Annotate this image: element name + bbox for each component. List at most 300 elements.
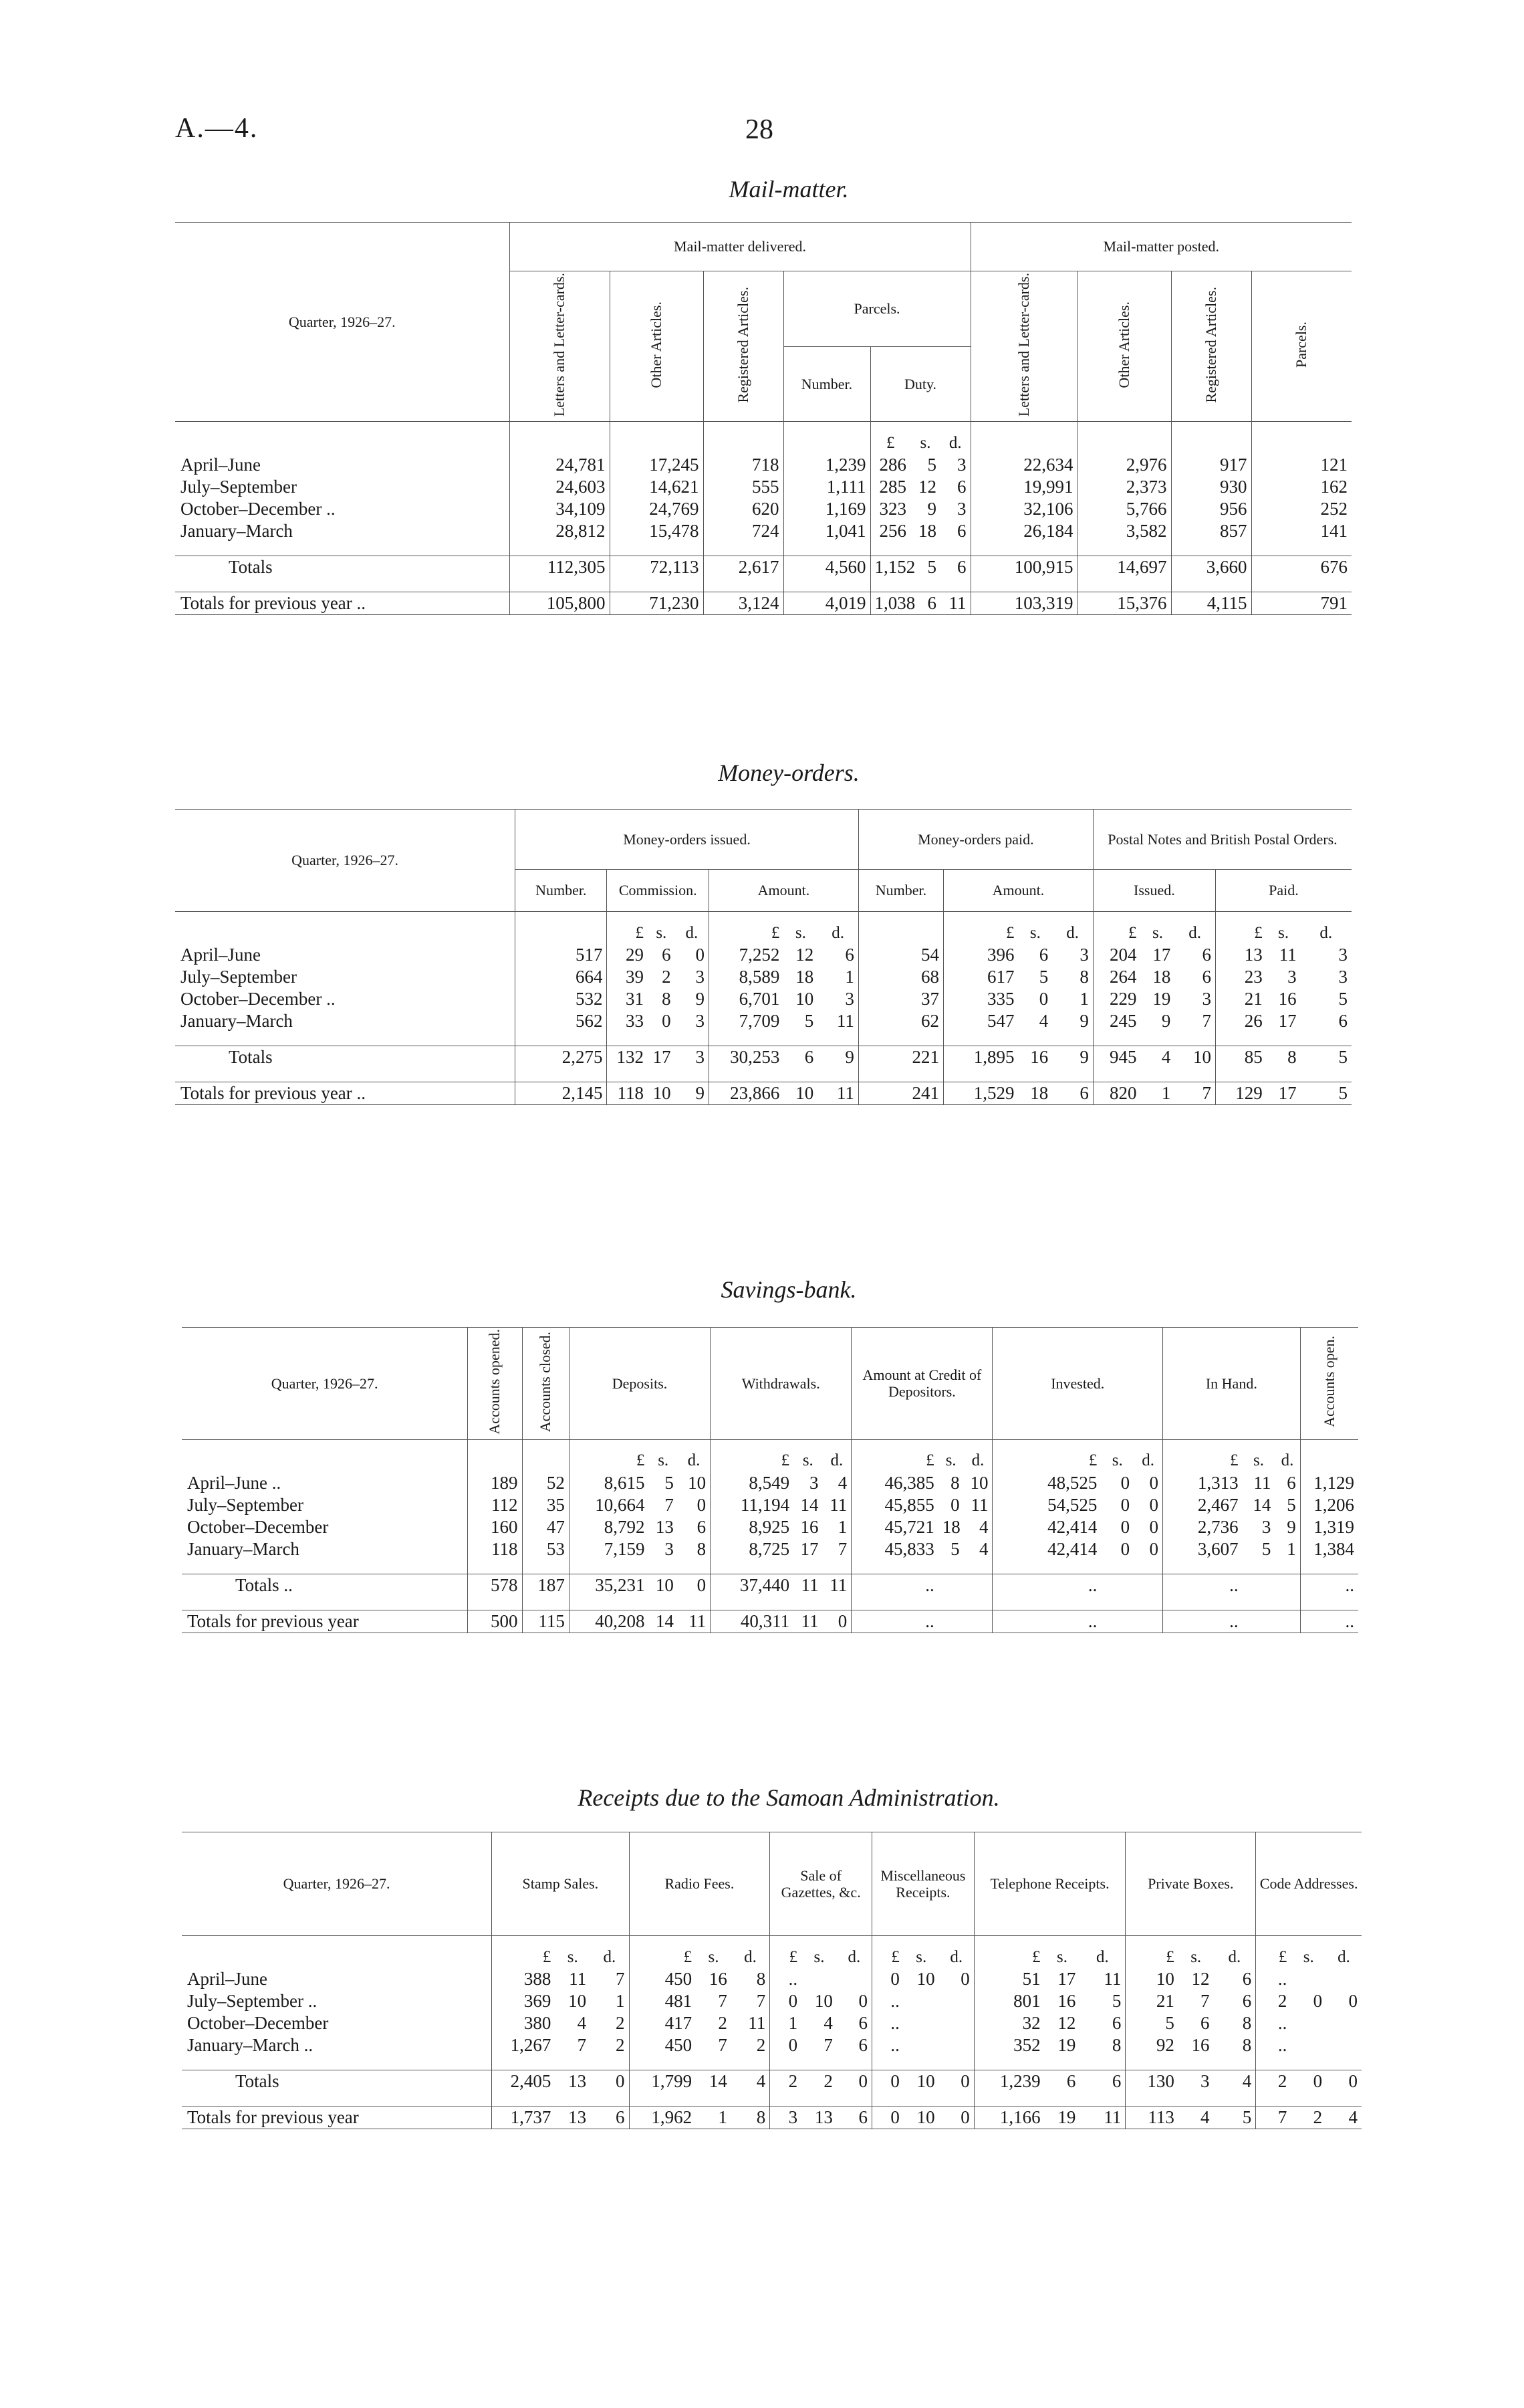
postal-issued-header: Issued. [1093,870,1215,912]
table-cell: 396 [944,944,1019,966]
table-cell: 6 [837,2106,872,2129]
misc-receipts-header: Miscellaneous Receipts. [872,1832,975,1936]
table-cell: 10 [783,1082,817,1105]
receipts-row [182,2070,1362,2093]
table-cell: .. [993,1610,1101,1633]
unit-label: d. [964,1439,993,1472]
unit-label: £ [492,1936,555,1969]
unit-label: £ [1093,912,1140,945]
accounts-closed-header: Accounts closed. [537,1331,554,1432]
table-cell: 45,855 [852,1494,938,1516]
savings-quarter-header: Quarter, 1926–27. [182,1328,468,1440]
table-cell: 8,725 [711,1538,794,1560]
table-cell: 11 [971,1494,989,1515]
unit-label: s. [649,1439,678,1472]
money-row [175,966,1352,988]
unit-label: d. [1174,912,1215,945]
receipts-row [182,2012,1362,2034]
table-cell: 620 [703,498,783,520]
unit-label: s. [938,1439,964,1472]
table-cell: 10 [1174,1046,1215,1069]
table-cell: 2 [1256,2070,1291,2093]
table-cell: .. [1256,2034,1291,2056]
table-cell: 112,305 [509,556,610,579]
table-cell: 160 [468,1516,522,1538]
table-cell: 14,697 [1077,556,1171,579]
row-label: October–December [187,2013,329,2033]
table-cell: 1 [1141,1082,1175,1105]
table-cell: 10 [688,1472,707,1493]
table-cell: 14 [649,1610,678,1633]
table-cell: 0 [696,1494,707,1515]
table-cell: 2 [756,2035,766,2055]
table-cell: 7 [577,2035,587,2055]
mail-row [175,556,1352,579]
table-cell: 945 [1093,1046,1140,1069]
table-cell: 18 [942,1516,961,1537]
row-label: January–March [180,521,293,541]
table-cell: 8 [1267,1046,1301,1069]
unit-label: £ [1215,912,1266,945]
table-cell: 6 [940,556,971,579]
table-cell: 2,405 [492,2070,555,2093]
table-cell: 18 [795,967,814,987]
table-cell: 3 [1287,967,1297,987]
table-cell: 6 [910,592,940,615]
table-cell: 3 [695,1011,705,1031]
table-cell: 92 [1126,2034,1178,2056]
table-cell [1101,1610,1134,1633]
table-cell: 481 [629,1990,696,2012]
table-cell: 0 [770,2034,801,2056]
receipts-table [182,1832,1362,2129]
mail-delivered-header: Mail-matter delivered. [509,223,971,271]
table-cell: 3 [1080,945,1089,965]
table-cell: 956 [1171,498,1251,520]
table-cell [1275,1610,1300,1633]
table-cell: 4,115 [1171,592,1251,615]
table-cell: 6 [696,1516,707,1537]
table-cell: 11 [1253,1472,1271,1493]
table-cell: 15,376 [1077,592,1171,615]
mail-other-header: Other Articles. [647,301,664,388]
table-cell: .. [1162,1610,1242,1633]
table-cell: 555 [703,476,783,498]
unit-label: d. [939,1936,975,1969]
table-cell: 7 [664,1494,674,1515]
table-cell: 7 [1200,1991,1210,2011]
telephone-header: Telephone Receipts. [974,1832,1126,1936]
table-cell: 9 [1052,1046,1093,1069]
mail-quarter-header: Quarter, 1926–27. [175,223,509,422]
pound-unit: £ [870,422,910,455]
table-cell: 0 [822,1610,851,1633]
table-cell: 5 [910,556,940,579]
table-cell: 26 [1215,1010,1266,1032]
row-label: July–September .. [187,1991,318,2011]
table-cell: 2,373 [1077,476,1171,498]
table-cell: 286 [870,454,910,476]
money-row [175,944,1352,966]
table-cell: 14 [1253,1494,1271,1515]
table-cell: 6 [957,477,967,497]
table-cell [1291,2034,1326,2056]
table-cell: 10 [904,2106,939,2129]
table-cell: 0 [872,2070,904,2093]
mail-posted-registered-header: Registered Articles. [1202,286,1219,403]
mail-row [175,498,1352,520]
table-cell: 1 [616,1991,625,2011]
unit-label: d. [590,1936,629,1969]
table-cell: 1 [696,2106,731,2129]
table-cell: 2 [616,2013,625,2033]
table-cell: 1,239 [974,2070,1044,2093]
table-cell: 335 [944,988,1019,1010]
table-cell [1291,1968,1326,1990]
table-cell: 17 [1152,945,1171,965]
table-cell: 369 [492,1990,555,2012]
accounts-opened-header: Accounts opened. [486,1329,503,1435]
table-cell: 121 [1251,454,1352,476]
table-cell: 14 [696,2070,731,2093]
table-cell [939,2012,975,2034]
table-cell: 85 [1215,1046,1266,1069]
table-cell: 16 [1018,1046,1052,1069]
money-paid-header: Money-orders paid. [858,810,1093,870]
table-cell: 3,660 [1171,556,1251,579]
table-cell: 617 [944,966,1019,988]
table-cell: 51 [974,1968,1044,1990]
table-cell: 664 [515,966,607,988]
table-cell: 4 [1039,1011,1049,1031]
table-cell: 5 [1039,967,1049,987]
table-cell: 3 [809,1472,819,1493]
table-cell: 7 [1256,2106,1291,2129]
table-cell: 11 [793,1574,822,1596]
table-cell: 323 [870,498,910,520]
table-cell: 18 [918,521,936,541]
table-cell: 7 [718,2035,727,2055]
table-cell: 12 [1191,1969,1210,1989]
table-cell: 7 [1202,1011,1211,1031]
unit-label: d. [1301,912,1352,945]
table-cell: .. [1256,2012,1291,2034]
row-label: July–September [180,477,297,497]
table-cell: 9 [817,1046,858,1069]
table-cell: 17 [1267,1082,1301,1105]
table-cell: 2 [770,2070,801,2093]
table-cell: 1,038 [870,592,910,615]
money-quarter-header: Quarter, 1926–27. [175,810,515,912]
in-hand-header: In Hand. [1162,1328,1300,1440]
table-cell: 18 [1018,1082,1052,1105]
table-cell: 10 [795,989,814,1009]
table-cell [904,1990,939,2012]
table-cell: 115 [522,1610,569,1633]
stamp-sales-header: Stamp Sales. [492,1832,629,1936]
receipts-row [182,1990,1362,2012]
unit-label: d. [822,1439,851,1472]
receipts-row [182,2034,1362,2056]
table-cell: 5 [1261,1538,1271,1559]
table-cell: .. [1162,1574,1242,1596]
table-cell: 6 [662,945,671,965]
table-cell: 141 [1251,520,1352,542]
mail-parcels-header: Parcels. [783,271,971,347]
table-cell: 0 [872,2106,904,2129]
table-cell: 676 [1251,556,1352,579]
pence-unit: d. [940,422,971,455]
mail-row [175,476,1352,498]
unit-label: d. [678,1439,711,1472]
table-cell [1275,1574,1300,1596]
table-cell: 32 [974,2012,1044,2034]
table-cell: 10 [904,2070,939,2093]
table-cell: 1,384 [1300,1538,1358,1560]
table-cell: 562 [515,1010,607,1032]
table-cell: .. [1256,1968,1291,1990]
table-cell: 2 [718,2013,727,2033]
table-cell: 32,106 [971,498,1077,520]
table-cell: 3 [1178,2070,1214,2093]
table-cell: 11,194 [711,1494,794,1516]
money-paid-number-header: Number. [858,870,943,912]
money-commission-header: Commission. [607,870,709,912]
receipts-quarter-header: Quarter, 1926–27. [182,1832,492,1936]
row-label: October–December .. [180,989,336,1009]
table-cell: 6 [845,945,854,965]
table-cell: 11 [836,1011,854,1031]
row-label: October–December [187,1516,329,1537]
table-cell: 71,230 [610,592,703,615]
row-label: Totals for previous year [182,1610,468,1633]
table-cell: 29 [607,944,648,966]
table-cell: 23,866 [709,1082,784,1105]
table-cell: 1,737 [492,2106,555,2129]
table-cell: 30,253 [709,1046,784,1069]
table-cell: 54 [858,944,943,966]
table-cell: 72,113 [610,556,703,579]
table-cell: 4 [731,2070,770,2093]
table-cell: 33 [607,1010,648,1032]
table-cell: 2 [662,967,671,987]
table-cell: 5 [1338,989,1348,1009]
table-cell: 17 [1278,1011,1297,1031]
row-label: Totals .. [182,1574,468,1596]
table-cell: 10 [568,1991,587,2011]
savings-row [182,1574,1358,1596]
table-cell: 724 [703,520,783,542]
row-label: April–June .. [187,1472,281,1493]
unit-label: £ [852,1439,938,1472]
table-cell: 19 [1045,2106,1080,2129]
table-cell: 8,589 [709,966,784,988]
accounts-open-header: Accounts open. [1320,1336,1338,1428]
table-cell: 801 [974,1990,1044,2012]
money-amount-header: Amount. [709,870,859,912]
table-cell: 52 [522,1472,569,1494]
receipts-title: Receipts due to the Samoan Administration. [578,1784,1000,1811]
table-cell: 4,560 [783,556,870,579]
table-cell [1101,1574,1134,1596]
table-cell: 500 [468,1610,522,1633]
table-cell: 6 [1287,1472,1296,1493]
table-cell: 1 [838,1516,848,1537]
table-cell: 17 [1057,1969,1076,1989]
table-cell: 3 [770,2106,801,2129]
table-cell: 5 [950,1538,960,1559]
table-cell: 35,231 [569,1574,648,1596]
unit-label: d. [1134,1439,1162,1472]
row-label: Totals for previous year .. [175,592,509,615]
table-cell: 39 [607,966,648,988]
table-cell: 1,111 [783,476,870,498]
table-cell: 189 [468,1472,522,1494]
table-cell: 0 [837,2070,872,2093]
table-cell: 4 [1178,2106,1214,2129]
table-cell: 252 [1251,498,1352,520]
table-cell: .. [872,2012,904,2034]
table-cell: 105,800 [509,592,610,615]
table-cell: 12 [795,945,814,965]
table-cell: 930 [1171,476,1251,498]
table-cell: .. [993,1574,1101,1596]
table-cell: 5 [927,455,936,475]
mail-title: Mail-matter. [729,176,849,203]
table-cell: 31 [607,988,648,1010]
table-cell [939,1990,975,2012]
table-cell: 15,478 [610,520,703,542]
table-cell: 16 [1057,1991,1076,2011]
table-cell: 2 [1291,2106,1326,2129]
money-row [175,1010,1352,1032]
row-label: Totals [175,1046,515,1069]
money-number-header: Number. [515,870,607,912]
mail-letters-header: Letters and Letter-cards. [550,273,567,417]
table-cell: 9 [675,1082,709,1105]
table-cell: 10 [970,1472,989,1493]
table-cell: 4 [823,2013,833,2033]
row-label: April–June [180,945,261,965]
table-cell: 5 [1214,2106,1256,2129]
table-cell: 0 [1149,1538,1158,1559]
table-cell: 1,529 [944,1082,1019,1105]
table-cell: 0 [1313,1991,1323,2011]
table-cell: 10 [1126,1968,1178,1990]
table-cell: 7 [756,1991,766,2011]
table-cell: 229 [1093,988,1140,1010]
table-cell: 1,166 [974,2106,1044,2129]
unit-label: £ [770,1936,801,1969]
table-cell [964,1574,993,1596]
table-cell: 24,781 [509,454,610,476]
table-cell: 8 [950,1472,960,1493]
table-cell [1134,1574,1162,1596]
table-cell [801,1968,837,1990]
table-cell: 18 [1152,967,1171,987]
radio-fees-header: Radio Fees. [629,1832,770,1936]
table-cell: 0 [1120,1494,1130,1515]
table-cell [904,2034,939,2056]
unit-label: s. [1101,1439,1134,1472]
table-cell: 9 [1287,1516,1296,1537]
table-cell: 118 [468,1538,522,1560]
table-cell: 1 [1287,1538,1296,1559]
table-cell: 1,962 [629,2106,696,2129]
table-cell: 11 [748,2013,766,2033]
unit-label: £ [629,1936,696,1969]
table-cell: 0 [1120,1538,1130,1559]
unit-label: £ [872,1936,904,1969]
table-cell: 256 [870,520,910,542]
table-cell: 40,208 [569,1610,648,1633]
credit-header: Amount at Credit of Depositors. [852,1328,993,1440]
table-cell: 8,925 [711,1516,794,1538]
unit-label: s. [648,912,675,945]
unit-label: £ [993,1439,1101,1472]
mail-posted-letters-header: Letters and Letter-cards. [1015,273,1032,417]
table-cell [1134,1610,1162,1633]
table-cell: 3,124 [703,592,783,615]
table-cell: 0 [770,1990,801,2012]
table-cell: 450 [629,1968,696,1990]
table-cell: 1,799 [629,2070,696,2093]
table-cell: 7 [838,1538,848,1559]
table-cell: 4,019 [783,592,870,615]
table-cell: 221 [858,1046,943,1069]
table-cell: 11 [1279,945,1297,965]
table-cell: 2,976 [1077,454,1171,476]
table-cell: 11 [678,1610,711,1633]
table-cell: 0 [1120,1472,1130,1493]
table-cell: 2 [616,2035,625,2055]
table-cell: 5 [664,1472,674,1493]
table-cell: 1,206 [1300,1494,1358,1516]
table-cell: 9 [695,989,705,1009]
table-cell: 11 [1080,2106,1126,2129]
unit-label: s. [1291,1936,1326,1969]
table-cell: 0 [1326,2070,1362,2093]
deposits-header: Deposits. [569,1328,710,1440]
table-cell: 24,603 [509,476,610,498]
table-cell: 0 [858,1991,868,2011]
savings-title: Savings-bank. [721,1276,857,1303]
row-label: October–December .. [180,499,336,519]
table-cell: 53 [522,1538,569,1560]
mail-parcels-duty-header: Duty. [870,346,971,422]
table-cell: 0 [950,1494,960,1515]
mail-posted-header: Mail-matter posted. [971,223,1352,271]
table-cell: 450 [629,2034,696,2056]
row-label: July–September [187,1494,303,1515]
table-cell: 11 [793,1610,822,1633]
table-cell: 4 [979,1516,989,1537]
receipts-row [182,2106,1362,2129]
money-row [175,1082,1352,1105]
postal-notes-header: Postal Notes and British Postal Orders. [1093,810,1352,870]
receipts-row [182,1968,1362,1990]
table-cell: 6 [1202,967,1211,987]
table-cell: .. [852,1574,938,1596]
row-label: January–March [187,1538,299,1559]
unit-label: s. [1178,1936,1214,1969]
table-cell: 118 [607,1082,648,1105]
table-cell: 13 [555,2070,590,2093]
table-cell: 791 [1251,592,1352,615]
table-cell: 3,582 [1077,520,1171,542]
table-cell: 46,385 [852,1472,938,1494]
table-cell: 3 [675,1046,709,1069]
